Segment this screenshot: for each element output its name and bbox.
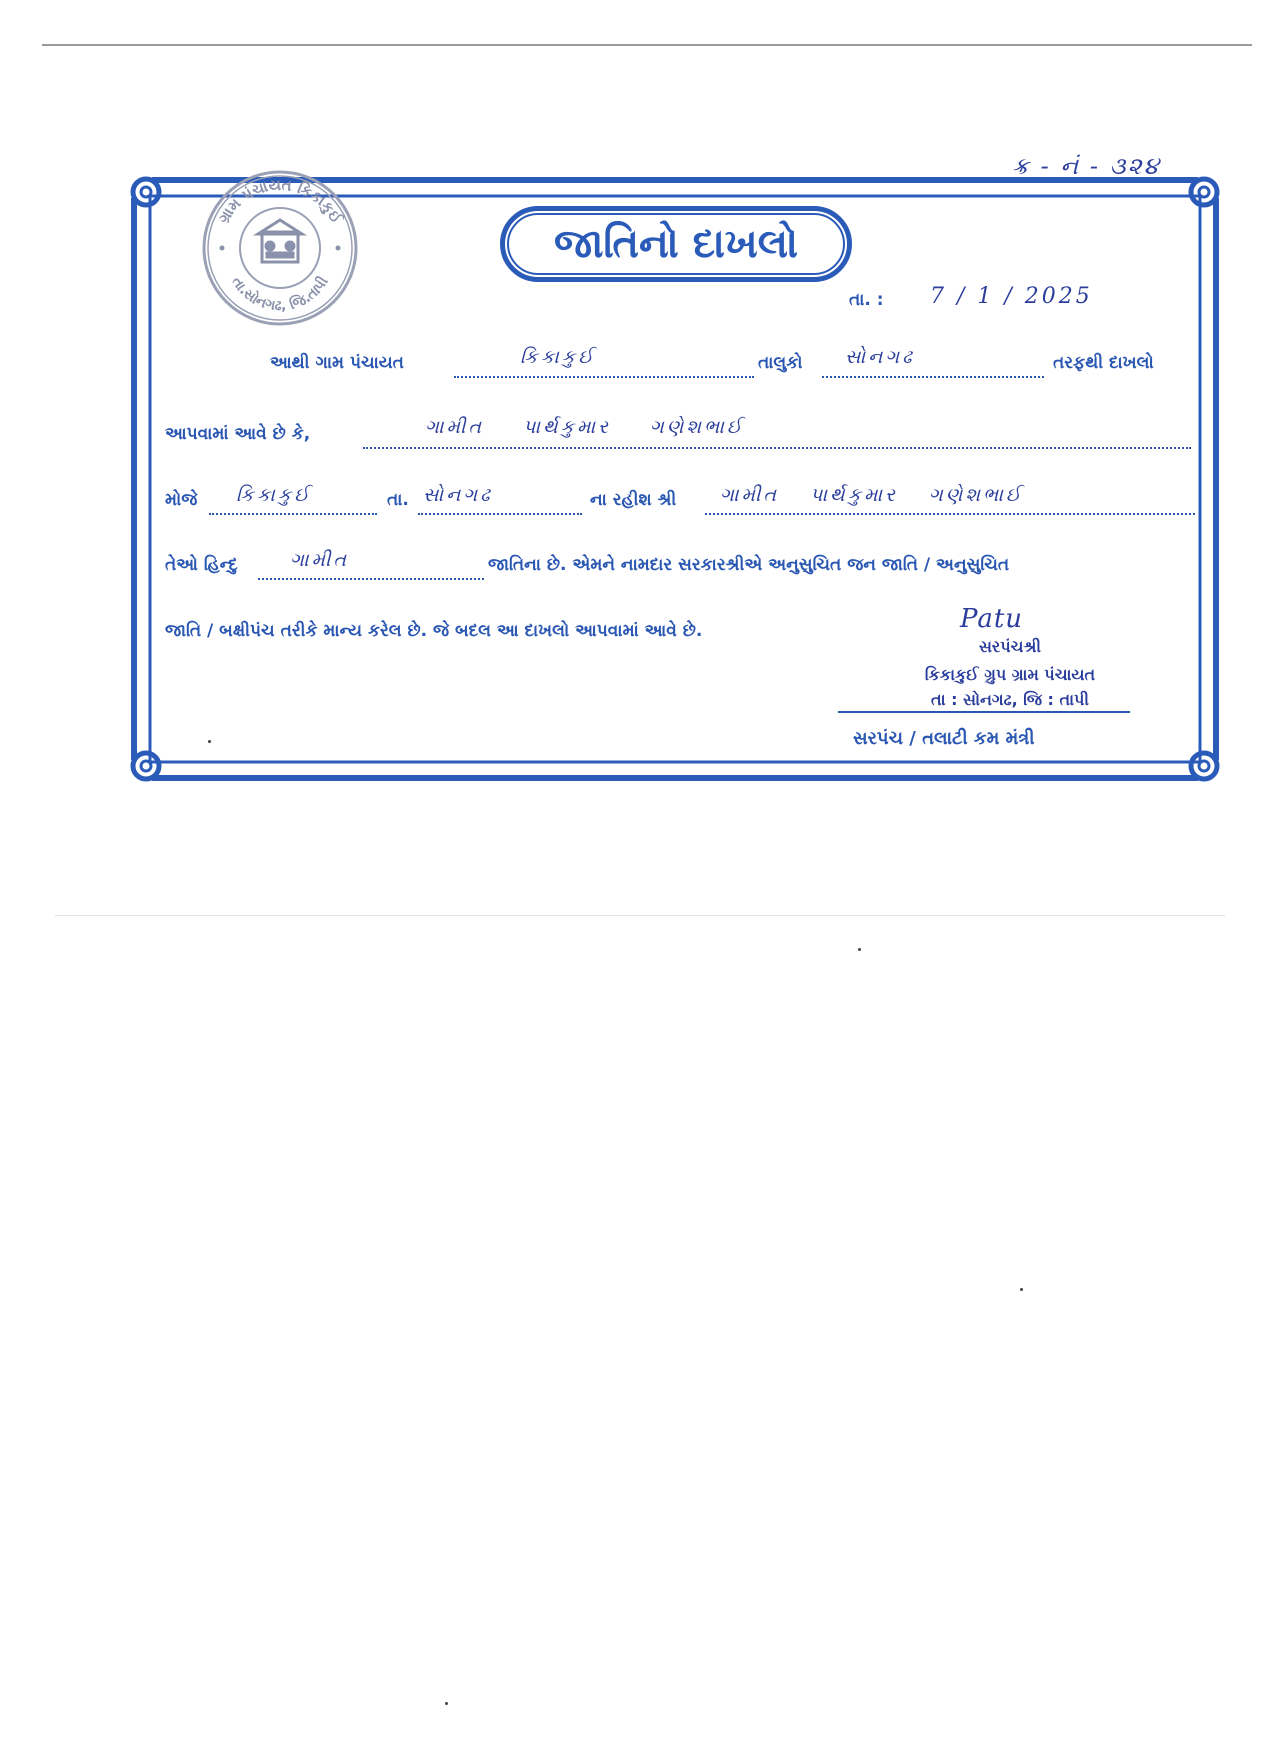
applicant-name: ગામીત પાર્થકુમાર ગણેશભાઈ bbox=[425, 416, 745, 438]
date-label: તા. : bbox=[849, 290, 884, 310]
line2-prefix: આપવામાં આવે છે કે, bbox=[165, 424, 311, 444]
moje-village-value: કિકાકુઈ bbox=[236, 484, 312, 506]
line4-suffix: જાતિના છે. એમને નામદાર સરકારશ્રીએ અનુસુચિત જન જાતિ / અનુસુચિત bbox=[488, 555, 1010, 575]
caste-value: ગામીત bbox=[290, 549, 349, 571]
stamp-place: તા : સોનગઢ, જિ : તાપી bbox=[930, 690, 1089, 709]
paper-fold-line bbox=[55, 915, 1225, 916]
dotted-field bbox=[209, 513, 377, 515]
stamp-title: સરપંચશ્રી bbox=[978, 637, 1042, 656]
certificate-title: જાતિનો દાખલો bbox=[507, 213, 845, 275]
dotted-field bbox=[418, 513, 582, 515]
dotted-field bbox=[705, 513, 1195, 515]
svg-text:તા.સોનગઢ, જિ.તાપી bbox=[228, 274, 331, 315]
serial-number: ક્ર - નં - ૩૨૪ bbox=[1012, 152, 1161, 180]
dotted-field bbox=[258, 578, 484, 580]
dotted-field bbox=[454, 376, 754, 378]
panchayat-seal bbox=[200, 168, 360, 328]
scan-speck bbox=[1020, 1288, 1023, 1291]
line1-suffix: તરફથી દાખલો bbox=[1053, 353, 1154, 373]
signature-line bbox=[838, 711, 1130, 713]
village-value: કિકાકુઈ bbox=[520, 346, 596, 368]
moje-taluka-value: સોનગઢ bbox=[423, 484, 493, 506]
signatory-label: સરપંચ / તલાટી કમ મંત્રી bbox=[853, 728, 1035, 749]
taluka-value: સોનગઢ bbox=[845, 346, 915, 368]
ta-label: તા. bbox=[387, 490, 409, 510]
caste-certificate bbox=[0, 0, 1275, 820]
dotted-field bbox=[822, 376, 1044, 378]
dotted-field bbox=[363, 447, 1191, 449]
scan-speck bbox=[445, 1702, 448, 1705]
resident-label: ના રહીશ શ્રી bbox=[590, 490, 677, 510]
resident-name: ગામીત પાર્થકુમાર ગણેશભાઈ bbox=[720, 484, 1024, 506]
line4-prefix: તેઓ હિન્દુ bbox=[165, 555, 238, 575]
seal-emblem-icon bbox=[258, 220, 302, 262]
scan-speck bbox=[858, 948, 861, 951]
moje-label: મોજે bbox=[165, 490, 198, 510]
date-value: 7 / 1 / 2025 bbox=[930, 284, 1093, 309]
seal-top-text: ગ્રામ પંચાયત કિકાકુઈ bbox=[214, 175, 346, 227]
line1-prefix: આથી ગામ પંચાયત bbox=[270, 353, 404, 373]
seal-bottom-text: તા.સોનગઢ, જિ.તાપી bbox=[228, 274, 332, 315]
line5-text: જાતિ / બક્ષીપંચ તરીકે માન્ય કરેલ છે. જે બદલ આ દાખલો આપવામાં આવે છે. bbox=[165, 621, 703, 641]
stamp-org: કિકાકુઈ ગ્રુપ ગ્રામ પંચાયત bbox=[924, 665, 1096, 684]
taluka-label: તાલુકો bbox=[758, 353, 803, 373]
signature: Patu bbox=[960, 604, 1024, 634]
